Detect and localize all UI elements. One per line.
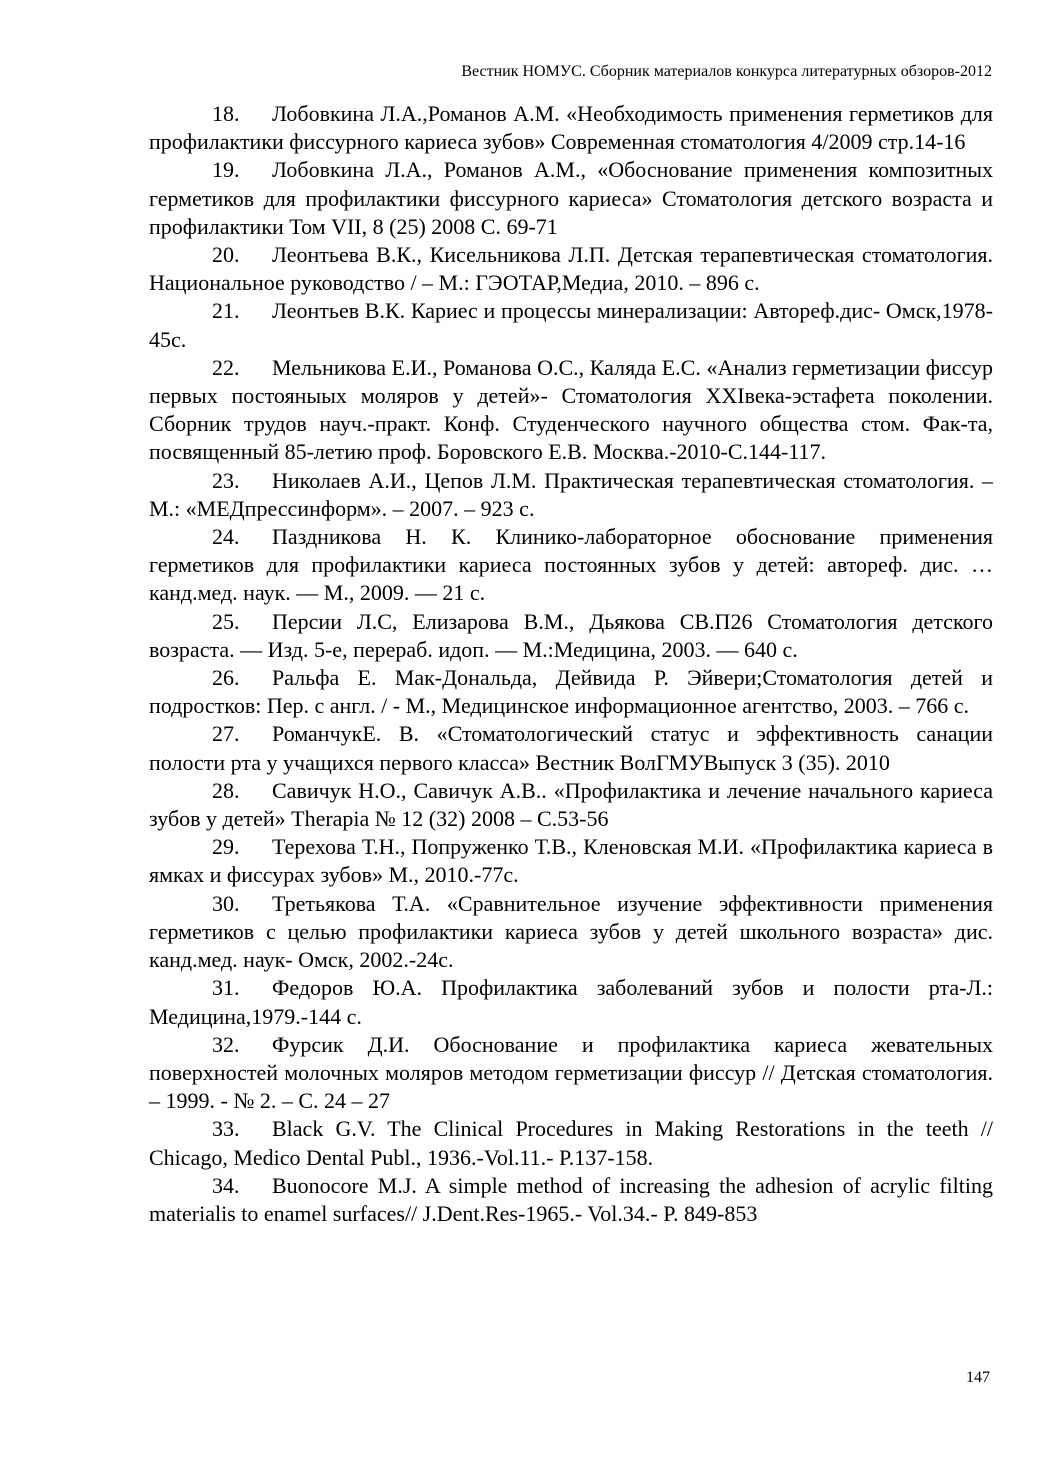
reference-item xyxy=(149,608,993,664)
reference-item xyxy=(149,523,993,608)
reference-text: Леонтьева В.К., Кисельникова Л.П. Детская терапевтическая стоматология. Национальное руководство / – М.: ГЭОТАР,Медиа, 2010. – 896 с. xyxy=(149,242,993,296)
reference-item xyxy=(149,664,993,720)
reference-number: 30. xyxy=(212,890,240,916)
reference-text: Мельникова Е.И., Романова О.С., Каляда Е.С. «Анализ герметизации фиссур первых постояныых моляров у детей»- Стоматология XXIвека-эстафета поколении. Сборник трудов науч.-практ. Конф. Студенческого научного общества стом. Фак-та, посвященный 85-летию проф. Боровского Е.В. Москва.-2010-С.144-117. xyxy=(149,354,993,465)
reference-item xyxy=(149,1172,993,1228)
reference-text: Паздникова Н. К. Клинико-лабораторное обоснование применения герметиков для профилактики кариеса постоянных зубов у детей: автореф. дис. … канд.мед. наук. — М., 2009. — 21 с. xyxy=(149,524,993,606)
reference-number: 29. xyxy=(212,834,240,860)
running-header: Вестник НОМУС. Сборник материалов конкурса литературных обзоров-2012 xyxy=(461,63,992,80)
reference-text: Фурсик Д.И. Обоснование и профилактика кариеса жевательных поверхностей молочных моляров методом герметизации фиссур // Детская стоматология. – 1999. - № 2. – С. 24 – 27 xyxy=(149,1031,993,1114)
reference-number: 18. xyxy=(212,101,240,126)
reference-number: 24. xyxy=(212,524,240,550)
reference-item xyxy=(149,777,993,833)
reference-list xyxy=(149,100,993,1228)
reference-item xyxy=(149,156,993,241)
reference-number: 31. xyxy=(212,975,240,1001)
reference-item xyxy=(149,100,993,156)
reference-item xyxy=(149,354,993,467)
reference-text: Персии Л.С, Елизарова В.М., Дьякова СВ.П26 Стоматология детского возраста. — Изд. 5-е, перераб. идоп. — М.:Медицина, 2003. — 640 с. xyxy=(149,608,993,662)
reference-text: Федоров Ю.А. Профилактика заболеваний зубов и полости рта-Л.: Медицина,1979.-144 с. xyxy=(149,975,993,1029)
reference-number: 33. xyxy=(212,1116,240,1142)
reference-number: 21. xyxy=(212,298,240,324)
reference-number: 34. xyxy=(212,1172,240,1198)
reference-item xyxy=(149,833,993,889)
reference-text: Николаев А.И., Цепов Л.М. Практическая терапевтическая стоматология. – М.: «МЕДпрессинформ». – 2007. – 923 с. xyxy=(149,467,993,521)
reference-number: 23. xyxy=(212,467,240,493)
reference-number: 25. xyxy=(212,608,240,634)
reference-number: 28. xyxy=(212,777,240,803)
reference-number: 22. xyxy=(212,354,240,380)
reference-number: 20. xyxy=(212,242,240,268)
reference-item xyxy=(149,241,993,297)
page-number: 147 xyxy=(966,1369,990,1386)
reference-text: Лобовкина Л.А.,Романов А.М. «Необходимость применения герметиков для профилактики фиссурного кариеса зубов» Современная стоматология 4/2009 стр.14-16 xyxy=(149,101,993,155)
reference-text: Ральфа Е. Мак-Дональда, Дейвида Р. Эйвери;Стоматология детей и подростков: Пер. с англ. / - М., Медицинское информационное агентство, 2003. – 766 с. xyxy=(149,665,993,719)
reference-text: Третьякова Т.А. «Сравнительное изучение эффективности применения герметиков с целью профилактики кариеса зубов у детей школьного возраста» дис. канд.мед. наук- Омск, 2002.-24с. xyxy=(149,890,993,973)
reference-number: 27. xyxy=(212,721,240,747)
reference-item xyxy=(149,1115,993,1171)
reference-text: РоманчукЕ. В. «Стоматологический статус и эффективность санации полости рта у учащихся первого класса» Вестник ВолГМУВыпуск 3 (35). 2010 xyxy=(149,721,993,775)
reference-item xyxy=(149,297,993,353)
reference-number: 32. xyxy=(212,1031,240,1057)
reference-item xyxy=(149,890,993,975)
reference-item xyxy=(149,1031,993,1116)
reference-item xyxy=(149,467,993,523)
reference-number: 19. xyxy=(212,157,240,183)
reference-number: 26. xyxy=(212,665,240,691)
reference-item xyxy=(149,974,993,1030)
reference-text: Леонтьев В.К. Кариес и процессы минерализации: Автореф.дис- Омск,1978-45с. xyxy=(149,298,993,352)
reference-text: Савичук Н.О., Савичук А.В.. «Профилактика и лечение начального кариеса зубов у детей» Therapia № 12 (32) 2008 – С.53-56 xyxy=(149,777,993,832)
reference-item xyxy=(149,720,993,776)
reference-text: Терехова Т.Н., Попруженко Т.В., Кленовская М.И. «Профилактика кариеса в ямках и фиссурах зубов» М., 2010.-77с. xyxy=(149,834,993,888)
reference-text: Black G.V. The Clinical Procedures in Making Restorations in the teeth // Chicago, Medico Dental Publ., 1936.-Vol.11.- P.137-158. xyxy=(149,1116,993,1170)
reference-text: Buonocore M.J. A simple method of increasing the adhesion of acrylic filting materialis to enamel surfaces// J.Dent.Res-1965.- Vol.34.- P. 849-853 xyxy=(149,1172,993,1226)
reference-text: Лобовкина Л.А., Романов А.М., «Обоснование применения композитных герметиков для профилактики фиссурного кариеса» Стоматология детского возраста и профилактики Том VII, 8 (25) 2008 С. 69-71 xyxy=(149,157,993,239)
